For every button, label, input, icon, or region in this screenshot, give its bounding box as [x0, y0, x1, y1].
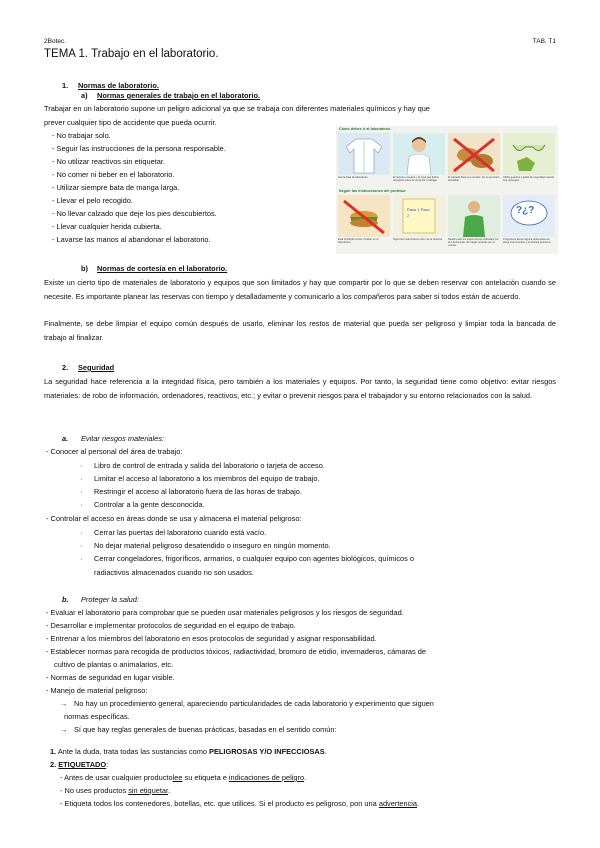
- panel-caption: El recurso el cuarto y la ropa que debes recogerlo antes de empezar a trabajar.: [393, 176, 439, 182]
- list-item: - Desarrollar e implementar protocolos de seguridad en el equipo de trabajo.: [46, 621, 296, 630]
- labeling-item: [60, 799, 419, 808]
- section-1b-paragraph: Existe un cierto tipo de materiales de laboratorio y equipos que son limitados y hay que compartir por lo que se deben reservar con antelación cuando se necesite. Es importante planear las reservas con tiempo y detalladamente y comunicarlo a los compañeros para saber si todos están de acuerdo.: [44, 278, 556, 301]
- text: su etiqueta e: [184, 773, 227, 782]
- text: .: [324, 747, 327, 756]
- lab-coat-icon: [338, 133, 390, 175]
- panel-caption: Usa la bata de laboratorio.: [338, 176, 369, 179]
- emphasis: advertencia: [378, 799, 418, 808]
- emphasis: PELIGROSAS Y/O INFECCIOSAS: [209, 747, 325, 756]
- sub-list-item: Restringir el acceso al laboratorio fuera de las horas de trabajo.: [94, 487, 302, 496]
- emphasis: indicaciones de peligro: [228, 773, 305, 782]
- person-icon: [393, 133, 445, 175]
- illustration-top-caption: Cómo debes ir al laboratorio: [339, 127, 391, 131]
- document-code: TAB. T1: [532, 38, 556, 45]
- labeling-item: [60, 786, 170, 795]
- section-2-heading: Seguridad: [78, 363, 115, 372]
- number: 2.: [50, 760, 57, 769]
- bullet: ·: [80, 474, 83, 483]
- list-item: cultivo de plantas o animalarios, etc.: [54, 660, 174, 669]
- section-2b-heading: Proteger la salud:: [81, 595, 139, 604]
- rule-item: - No llevar calzado que deje los pies descubiertos.: [52, 209, 217, 218]
- list-item: - Entrenar a los miembros del laboratorio en esos protocolos de seguridad y asignar responsabilidad.: [46, 634, 377, 643]
- sub-list-item: Cerrar congeladores, frigoríficos, armarios, o cualquier equipo con agentes biológicos, químicos o: [94, 554, 415, 563]
- page-title: TEMA 1. Trabajo en el laboratorio.: [44, 48, 219, 60]
- text: Ante la duda, trata todas las sustancias como: [57, 747, 207, 756]
- list-item: - Establecer normas para recogida de productos tóxicos, radiactividad, bromuro de etidio, invernaderos, cámaras de: [46, 647, 426, 656]
- lab-coat-panel: [338, 133, 390, 175]
- section-1-number: 1.: [62, 81, 69, 90]
- panel-caption: Utiliza guantes y gafas de seguridad cuando sea necesario.: [503, 176, 555, 182]
- rule-item: - No trabajar solo.: [52, 131, 111, 140]
- number: 1.: [50, 747, 57, 756]
- goggles-icon: [503, 133, 555, 175]
- bullet: ·: [80, 541, 83, 550]
- bullet: ·: [80, 461, 83, 470]
- list-item: - Evaluar el laboratorio para comprobar que se pueden usar materiales peligrosos y los riesgos de seguridad.: [46, 608, 404, 617]
- lab-rules-illustration: [336, 126, 558, 254]
- emphasis: ETIQUETADO: [58, 760, 107, 769]
- instructions-panel: [393, 195, 445, 237]
- text: - Antes de usar cualquier producto: [60, 773, 173, 782]
- section-2-intro: La seguridad hace referencia a la integridad física, pero también a los materiales y equipos. Por tanto, la seguridad tiene como objetivo: evitar riesgos materiales: de robo de información, ordenadores, reactivos, etc.; y evitar o prevenir riesgos para el trabajador y su entorno relacionados con la salud.: [44, 377, 556, 400]
- list-item: - Manejo de material peligroso:: [46, 686, 148, 695]
- bullet: ·: [80, 500, 83, 509]
- arrow-item: No hay un procedimiento general, apareciendo particularidades de cada laboratorio y experimento que siguen: [74, 699, 434, 708]
- closed-shoes-panel: [448, 133, 500, 175]
- panel-caption: Sigue las instrucciones del o de la docente.: [393, 238, 443, 241]
- rule-item: - Lavarse las manos al abandonar el laboratorio.: [52, 235, 211, 244]
- bullet: ·: [80, 528, 83, 537]
- text: - No uses productos: [60, 786, 127, 795]
- emphasis: lee: [172, 773, 183, 782]
- food-icon: [338, 195, 390, 237]
- experiments-panel: [448, 195, 500, 237]
- sub-list-item: Libro de control de entrada y salida del laboratorio o tarjeta de acceso.: [94, 461, 325, 470]
- text: .: [304, 773, 307, 782]
- section-1b-heading: Normas de cortesía en el laboratorio.: [97, 264, 228, 273]
- question-marks: ?¿?: [516, 205, 535, 216]
- panel-caption: El calzado debe ser cerrado. No se permiten sandalias.: [448, 176, 500, 182]
- course-label: 2Botec.: [44, 38, 67, 45]
- sub-list-item: Cerrar las puertas del laboratorio cuando está vacío.: [94, 528, 267, 537]
- section-1a-intro-line1: Trabajar en un laboratorio supone un peligro adicional ya que se trabaja con diferentes materiales químicos y hay que: [44, 104, 430, 113]
- arrow-icon: →: [60, 699, 68, 708]
- gloves-goggles-panel: [503, 133, 555, 175]
- rule-item: - Llevar cualquier herida cubierta.: [52, 222, 162, 231]
- text: :: [106, 760, 109, 769]
- student-icon: [448, 195, 500, 237]
- arrow-item: normas específicas.: [64, 712, 130, 721]
- sub-list-item: Controlar a la gente desconocida.: [94, 500, 205, 509]
- list-item: - Conocer al personal del área de trabajo:: [46, 447, 183, 456]
- rule-item: - Utilizar siempre bata de manga larga.: [52, 183, 180, 192]
- sandal-icon: [448, 133, 500, 175]
- rule-item: - No comer ni beber en el laboratorio.: [52, 170, 175, 179]
- section-1b-paragraph: Finalmente, se debe limpiar el equipo común después de usarlo, eliminar los restos de material que pueda ser peligroso y limpiar toda la bancada de trabajo al finalizar.: [44, 319, 556, 342]
- list-item: - Controlar el acceso en áreas donde se usa y almacena el material peligroso:: [46, 514, 302, 523]
- section-2-number: 2.: [62, 363, 69, 372]
- numbered-item-2: [50, 760, 108, 769]
- bullet: ·: [80, 554, 83, 563]
- section-1-heading: Normas de laboratorio.: [78, 81, 159, 90]
- rule-item: - No utilizar reactivos sin etiquetar.: [52, 157, 165, 166]
- no-eating-panel: [338, 195, 390, 237]
- list-item: - Normas de seguridad en lugar visible.: [46, 673, 175, 682]
- bullet: ·: [80, 487, 83, 496]
- section-2a-label: a.: [62, 434, 69, 443]
- labeling-item: [60, 773, 306, 782]
- section-2b-label: b.: [62, 595, 69, 604]
- section-1a-intro-line2: prever cualquier tipo de accidente que pueda ocurrir.: [44, 118, 217, 127]
- section-1b-label: b): [81, 264, 88, 273]
- hair-tied-panel: [393, 133, 445, 175]
- emphasis: sin etiquetar: [128, 786, 169, 795]
- section-1a-heading: Normas generales de trabajo en el laboratorio.: [97, 91, 261, 100]
- sub-list-item: Limitar el acceso al laboratorio a los miembros del equipo de trabajo.: [94, 474, 320, 483]
- illustration-bottom-caption: Seguir las instrucciones del profesor: [339, 189, 406, 193]
- text: .: [417, 799, 420, 808]
- numbered-item-1: [50, 747, 327, 756]
- panel-caption: Pregunta si tienes alguna duda antes de elegir instrumentos o productos químicos.: [503, 238, 552, 244]
- panel-caption: Está prohibido comer o beber en el laboratorio.: [338, 238, 379, 244]
- question-bubble-icon: [503, 195, 555, 237]
- arrow-icon: →: [60, 725, 68, 734]
- panel-caption: Realiza solo los experimentos indicados por el o la docente. No hagas pruebas por tu cuenta.: [448, 238, 499, 247]
- rule-item: - Llevar el pelo recogido.: [52, 196, 133, 205]
- arrow-item: Sí que hay reglas generales de buenas prácticas, basadas en el sentido común:: [74, 725, 337, 734]
- section-2a-heading: Evitar riesgos materiales:: [81, 434, 164, 443]
- text: - Etiqueta todos los contenedores, botellas, etc. que utilices. Si el producto es peligroso, pon una: [60, 799, 377, 808]
- rule-item: - Seguir las instrucciones de la persona responsable.: [52, 144, 226, 153]
- sub-list-item: radiactivos almacenados cuando no son usados.: [94, 568, 254, 577]
- sub-list-item: No dejar material peligroso desatendido o inseguro en ningún momento.: [94, 541, 331, 550]
- questions-panel: [503, 195, 555, 237]
- text: .: [168, 786, 171, 795]
- note-text: Paso 1 Paso 2: [407, 207, 430, 218]
- section-1a-label: a): [81, 91, 88, 100]
